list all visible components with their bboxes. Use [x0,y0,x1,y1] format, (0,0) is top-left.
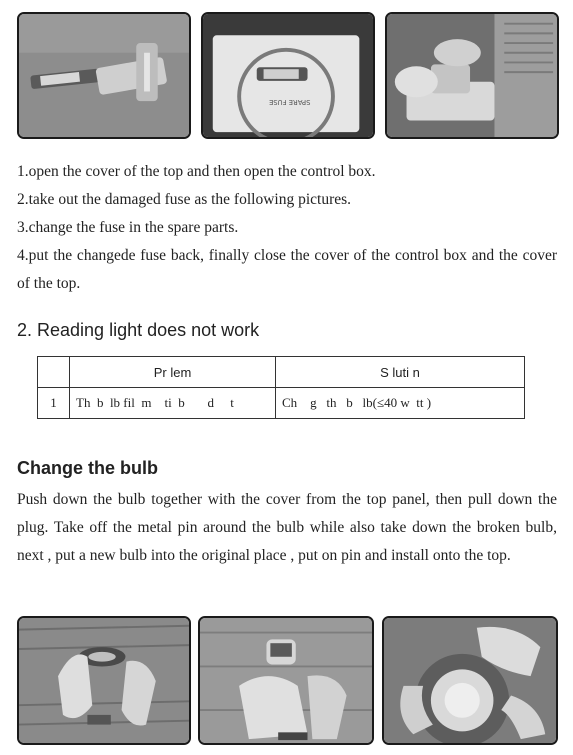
photo-spare-fuse-pack [201,12,375,139]
photo-replace-fuse [385,12,559,139]
step-3: 3.change the fuse in the spare parts. [17,219,239,236]
photo-remove-bulb-cover [17,616,191,745]
table-cell-solution: Ch g th b lb(≤40 w tt ) [276,388,525,419]
photo-install-bulb [382,616,558,745]
step-1: 1.open the cover of the top and then open the control box. [17,163,376,180]
table-cell-problem: Th b lb fil m ti b d t [70,388,276,419]
bulb-heading: Change the bulb [17,458,158,478]
step-2: 2.take out the damaged fuse as the following pictures. [17,191,352,208]
problem-solution-table [37,356,525,419]
table-header-row [38,357,525,388]
table-header-problem: Pr lem [70,357,276,388]
table-row [38,388,525,419]
fuse-pack-label: SPARE FUSE [268,98,311,107]
bulb-paragraph: Push down the bulb together with the cover from the top panel, then pull down the plug. Take off the metal pin around the bulb while also take down the broken bulb, next , put a new bulb into the original place , put on pin and install onto the top. [17,491,557,564]
step-4: 4.put the changede fuse back, finally close the cover of the control box and the cover of the top. [17,247,557,292]
photo-new-bulb [198,616,374,745]
table-header-solution: S luti n [276,357,525,388]
photo-fuse-holder [17,12,191,139]
section-title: 2. Reading light does not work [17,320,260,340]
table-cell-num: 1 [38,388,70,419]
table-header-blank [38,357,70,388]
